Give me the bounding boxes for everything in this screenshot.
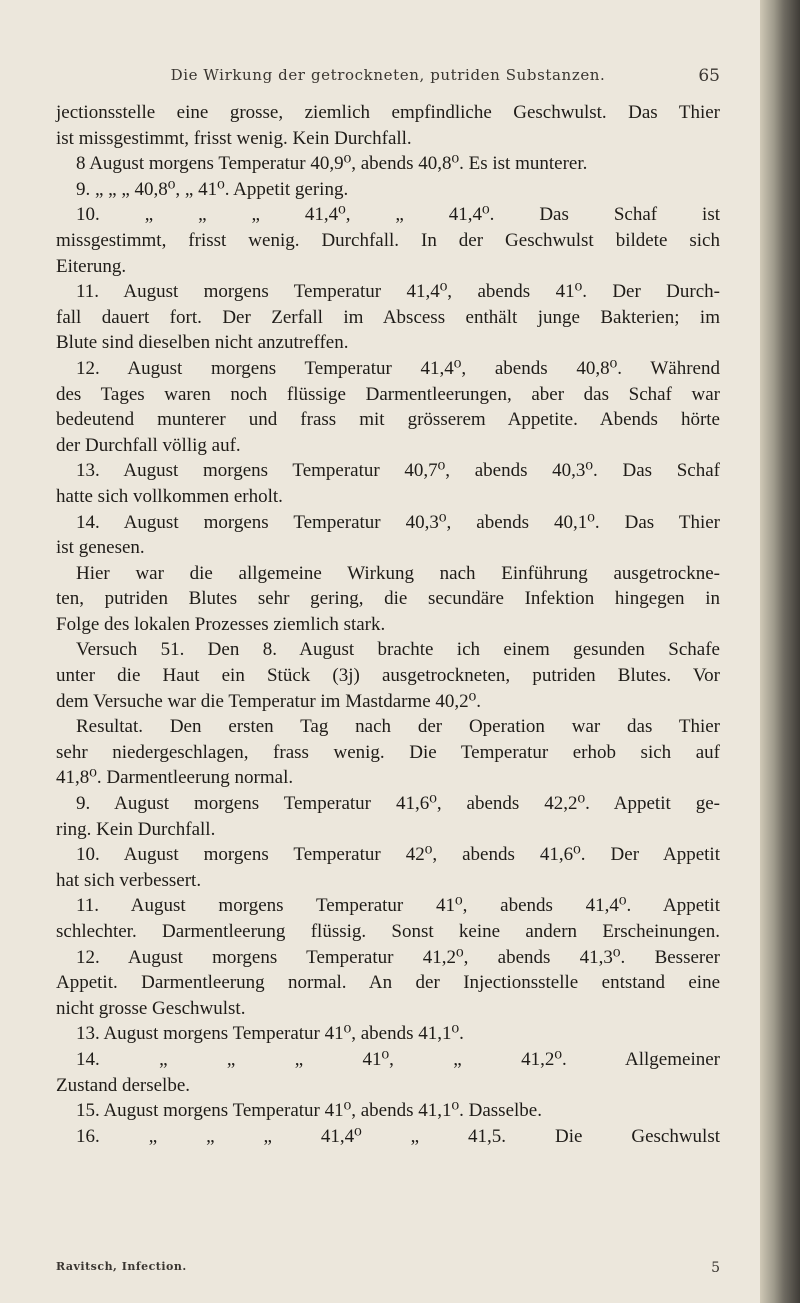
text-line: 12. August morgens Temperatur 41,2⁰, abends 41,3⁰. Besserer xyxy=(76,946,720,968)
text-line: 14. August morgens Temperatur 40,3⁰, abends 40,1⁰. Das Thier xyxy=(76,511,720,533)
text-line: Blute sind dieselben nicht anzutreffen. xyxy=(56,332,349,354)
text-line: 14. „ „ „ 41⁰, „ 41,2⁰. Allgemeiner xyxy=(76,1048,720,1070)
footer-signature: Ravitsch, Infection. xyxy=(56,1260,187,1273)
text-line: fall dauert fort. Der Zerfall im Abscess enthält junge Bakterien; im xyxy=(56,306,720,328)
text-line: 15. August morgens Temperatur 41⁰, abends 41,1⁰. Dasselbe. xyxy=(76,1100,542,1122)
text-line: Resultat. Den ersten Tag nach der Operation war das Thier xyxy=(76,716,720,738)
text-line: 8 August morgens Temperatur 40,9⁰, abends 40,8⁰. Es ist munterer. xyxy=(76,153,588,175)
text-line: bedeutend munterer und frass mit grösserem Appetite. Abends hörte xyxy=(56,409,720,431)
text-line: Zustand derselbe. xyxy=(56,1074,191,1096)
text-line: hatte sich vollkommen erholt. xyxy=(56,485,283,507)
text-line: Versuch 51. Den 8. August brachte ich einem gesunden Schafe xyxy=(76,639,720,661)
text-line: 11. August morgens Temperatur 41,4⁰, abends 41⁰. Der Durch- xyxy=(76,281,720,303)
text-line: dem Versuche war die Temperatur im Mastdarme 40,2⁰. xyxy=(56,690,482,712)
text-line: jectionsstelle eine grosse, ziemlich empfindliche Geschwulst. Das Thier xyxy=(56,102,720,123)
text-line: 16. „ „ „ 41,4⁰ „ 41,5. Die Geschwulst xyxy=(76,1125,720,1147)
text-line: 9. „ „ „ 40,8⁰, „ 41⁰. Appetit gering. xyxy=(76,178,349,200)
text-line: ist missgestimmt, frisst wenig. Kein Durchfall. xyxy=(56,127,412,149)
page-number: 65 xyxy=(698,66,720,86)
text-line: nicht grosse Geschwulst. xyxy=(56,997,246,1019)
page-header xyxy=(56,66,720,90)
text-line: 13. August morgens Temperatur 41⁰, abends 41,1⁰. xyxy=(76,1023,464,1045)
text-line: missgestimmt, frisst wenig. Durchfall. In der Geschwulst bildete sich xyxy=(56,229,720,251)
text-line: des Tages waren noch flüssige Darmentleerungen, aber das Schaf war xyxy=(56,383,720,405)
text-line: hat sich verbessert. xyxy=(56,869,202,891)
text-line: Appetit. Darmentleerung normal. An der Injectionsstelle entstand eine xyxy=(56,972,720,994)
text-line: unter die Haut ein Stück (3j) ausgetrockneten, putriden Blutes. Vor xyxy=(56,665,720,687)
text-line: 11. August morgens Temperatur 41⁰, abends 41,4⁰. Appetit xyxy=(76,895,720,917)
text-line: 13. August morgens Temperatur 40,7⁰, abends 40,3⁰. Das Schaf xyxy=(76,460,720,482)
text-line: schlechter. Darmentleerung flüssig. Sonst keine andern Erscheinungen. xyxy=(56,921,720,942)
text-line: 12. August morgens Temperatur 41,4⁰, abends 40,8⁰. Während xyxy=(76,357,720,379)
body-text xyxy=(56,100,720,1149)
page-edge-shadow xyxy=(760,0,800,1303)
text-line: ring. Kein Durchfall. xyxy=(56,818,216,840)
text-line: Folge des lokalen Prozesses ziemlich stark. xyxy=(56,613,386,635)
text-line: ist genesen. xyxy=(56,537,145,559)
text-line: Hier war die allgemeine Wirkung nach Einführung ausgetrockne- xyxy=(76,562,720,584)
text-line: 41,8⁰. Darmentleerung normal. xyxy=(56,767,294,789)
text-line: Eiterung. xyxy=(56,255,127,277)
text-line: 10. „ „ „ 41,4⁰, „ 41,4⁰. Das Schaf ist xyxy=(76,204,720,226)
text-line: der Durchfall völlig auf. xyxy=(56,434,241,456)
running-head: Die Wirkung der getrockneten, putriden Substanzen. xyxy=(170,66,606,84)
text-line: 9. August morgens Temperatur 41,6⁰, abends 42,2⁰. Appetit ge- xyxy=(76,793,720,815)
text-line: sehr niedergeschlagen, frass wenig. Die Temperatur erhob sich auf xyxy=(56,741,720,763)
text-line: 10. August morgens Temperatur 42⁰, abends 41,6⁰. Der Appetit xyxy=(76,844,720,866)
page-footer xyxy=(56,1260,720,1280)
text-line: ten, putriden Blutes sehr gering, die secundäre Infektion hingegen in xyxy=(56,588,720,610)
sheet-mark: 5 xyxy=(711,1260,720,1276)
